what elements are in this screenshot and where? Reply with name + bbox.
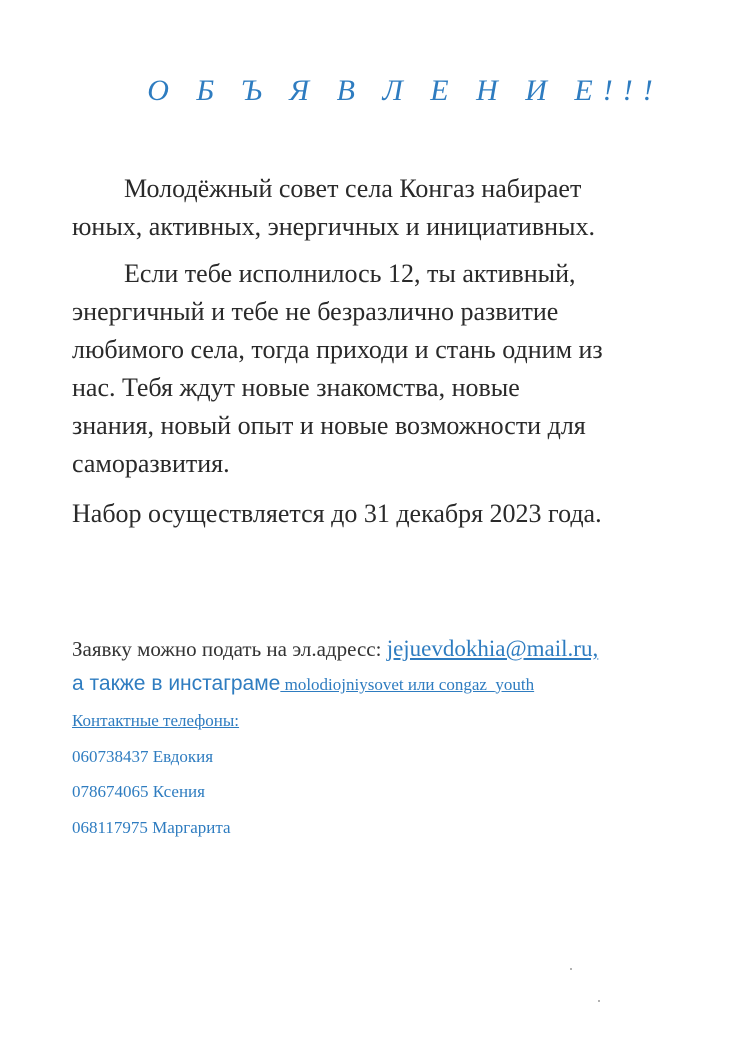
paragraph-line: знания, новый опыт и новые возможности для: [72, 411, 586, 440]
phone-number: 060738437 Евдокия: [72, 747, 214, 766]
paragraph-invitation: [72, 255, 712, 483]
phone-number: 068117975 Маргарита: [72, 818, 231, 837]
scan-speck: [570, 968, 572, 970]
email-link[interactable]: jejuevdokhia@mail.ru,: [386, 636, 599, 661]
paragraph-line: юных, активных, энергичных и инициативных.: [72, 212, 596, 241]
paragraph-line: Если тебе исполнилось 12, ты активный,: [124, 259, 576, 288]
instagram-label: а также в инстаграме: [72, 672, 281, 695]
paragraph-line: Молодёжный совет села Конгаз набирает: [124, 174, 582, 203]
announcement-title: О Б Ъ Я В Л Е Н И Е!!!: [147, 74, 663, 107]
phones-heading: Контактные телефоны:: [72, 711, 240, 730]
paragraph-recruitment: [72, 170, 712, 246]
phone-number: 078674065 Ксения: [72, 782, 205, 801]
deadline-text: Набор осуществляется до 31 декабря 2023 года.: [72, 499, 602, 528]
instagram-accounts-link[interactable]: molodiojniysovet или congaz_youth: [280, 675, 535, 694]
paragraph-deadline: [72, 495, 712, 533]
paragraph-line: нас. Тебя ждут новые знакомства, новые: [72, 373, 520, 402]
apply-label: Заявку можно подать на эл.адресс:: [72, 637, 387, 661]
paragraph-line: саморазвития.: [72, 449, 230, 478]
paragraph-line: энергичный и тебе не безразлично развитие: [72, 297, 559, 326]
instagram-line: [72, 672, 534, 696]
paragraph-line: любимого села, тогда приходи и стань одним из: [72, 335, 603, 364]
application-line: [72, 636, 598, 662]
scan-speck: [598, 1000, 600, 1002]
